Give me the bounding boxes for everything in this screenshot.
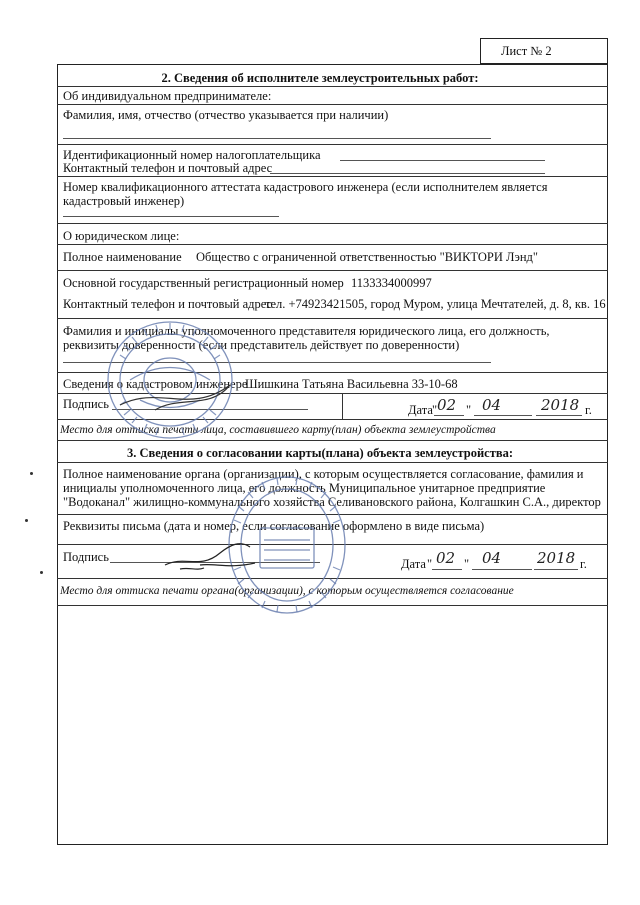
org-value: Муниципальное унитарное предприятие "Водоканал" жилищно-коммунального хозяйства Селивановского района, Колгашкин С.А., директор — [63, 481, 601, 509]
sheet-number-box — [480, 38, 608, 64]
fio-label: Фамилия, имя, отчество (отчество указывается при наличии) — [63, 108, 389, 122]
divider — [57, 144, 608, 145]
date-day-line — [434, 415, 464, 416]
divider — [57, 86, 608, 87]
engineer-value: Шишкина Татьяна Васильевна 33-10-68 — [245, 377, 458, 391]
inn-label: Идентификационный номер налогоплательщика — [63, 148, 321, 162]
date-day: 02 — [437, 396, 457, 414]
date3-label: Дата — [401, 557, 426, 571]
fio-line — [63, 138, 491, 139]
engineer-label: Сведения о кадастровом инженере — [63, 377, 248, 391]
date-open-quote: " — [432, 403, 438, 417]
individual-heading: Об индивидуальном предпринимателе: — [63, 89, 272, 103]
margin-mark — [30, 472, 33, 475]
date3-year: 2018 — [537, 549, 576, 567]
legal-contacts-value: тел. +74923421505, город Муром, улица Мечтателей, д. 8, кв. 16 — [265, 297, 606, 311]
sheet-number: Лист № 2 — [501, 44, 552, 58]
contacts-line — [270, 173, 545, 174]
date-label: Дата — [408, 403, 433, 417]
ogrn-label: Основной государственный регистрационный номер — [63, 276, 344, 290]
date-month: 04 — [482, 396, 502, 414]
legal-contacts-label: Контактный телефон и почтовый адрес — [63, 297, 273, 311]
full-name-label: Полное наименование — [63, 250, 182, 264]
section2-title: 2. Сведения об исполнителе землеустроительных работ: — [161, 71, 479, 85]
margin-mark — [40, 571, 43, 574]
date3-suffix: г. — [580, 557, 587, 571]
date3-day-line — [432, 569, 462, 570]
signature-label: Подпись — [63, 397, 109, 411]
date-month-line — [474, 415, 532, 416]
divider — [57, 104, 608, 105]
org-label: Полное наименование органа (организации), с которым осуществляется согласование, фамилия и инициалы уполномоченного лица, его должность — [63, 467, 584, 495]
certificate-label: Номер квалификационного аттестата кадастрового инженера (если исполнителем является кадастровый инженер) — [63, 180, 548, 208]
date3-month: 04 — [482, 549, 502, 567]
date-close-quote: " — [466, 403, 472, 417]
contacts-label: Контактный телефон и почтовый адрес — [63, 161, 273, 175]
ogrn-value: 1133334000997 — [351, 276, 432, 290]
date-year-line — [536, 415, 582, 416]
seal-stamp-icon — [100, 315, 240, 445]
stamp-note-2: Место для оттиска печати лица, составившего карту(план) объекта землеустройства — [60, 424, 496, 436]
date3-day: 02 — [436, 549, 456, 567]
signature3-label: Подпись — [63, 550, 109, 564]
margin-mark — [25, 519, 28, 522]
date3-month-line — [472, 569, 532, 570]
legal-heading: О юридическом лице: — [63, 229, 180, 243]
inn-line — [340, 160, 545, 161]
stamp-note-3: Место для оттиска печати органа(организации), с которым осуществляется согласование — [60, 585, 514, 597]
letter-label: Реквизиты письма (дата и номер, если согласование оформлено в виде письма) — [63, 519, 485, 533]
divider — [57, 270, 608, 271]
representative-label: Фамилия и инициалы уполномоченного представителя юридического лица, его должность, реквизиты доверенности (если представитель действует по доверенности) — [63, 324, 550, 352]
date3-open-quote: " — [427, 557, 433, 571]
vertical-divider — [342, 393, 343, 419]
full-name-value: Общество с ограниченной ответственностью "ВИКТОРИ Лэнд" — [196, 250, 539, 264]
certificate-line — [63, 216, 279, 217]
section3-title: 3. Сведения о согласовании карты(плана) объекта землеустройства: — [126, 446, 514, 460]
date-year: 2018 — [541, 396, 580, 414]
divider — [57, 176, 608, 177]
date3-year-line — [534, 569, 578, 570]
date3-close-quote: " — [464, 557, 470, 571]
signature-icon — [160, 535, 270, 575]
divider — [57, 244, 608, 245]
divider — [57, 223, 608, 224]
date-suffix: г. — [585, 403, 592, 417]
divider — [57, 462, 608, 463]
